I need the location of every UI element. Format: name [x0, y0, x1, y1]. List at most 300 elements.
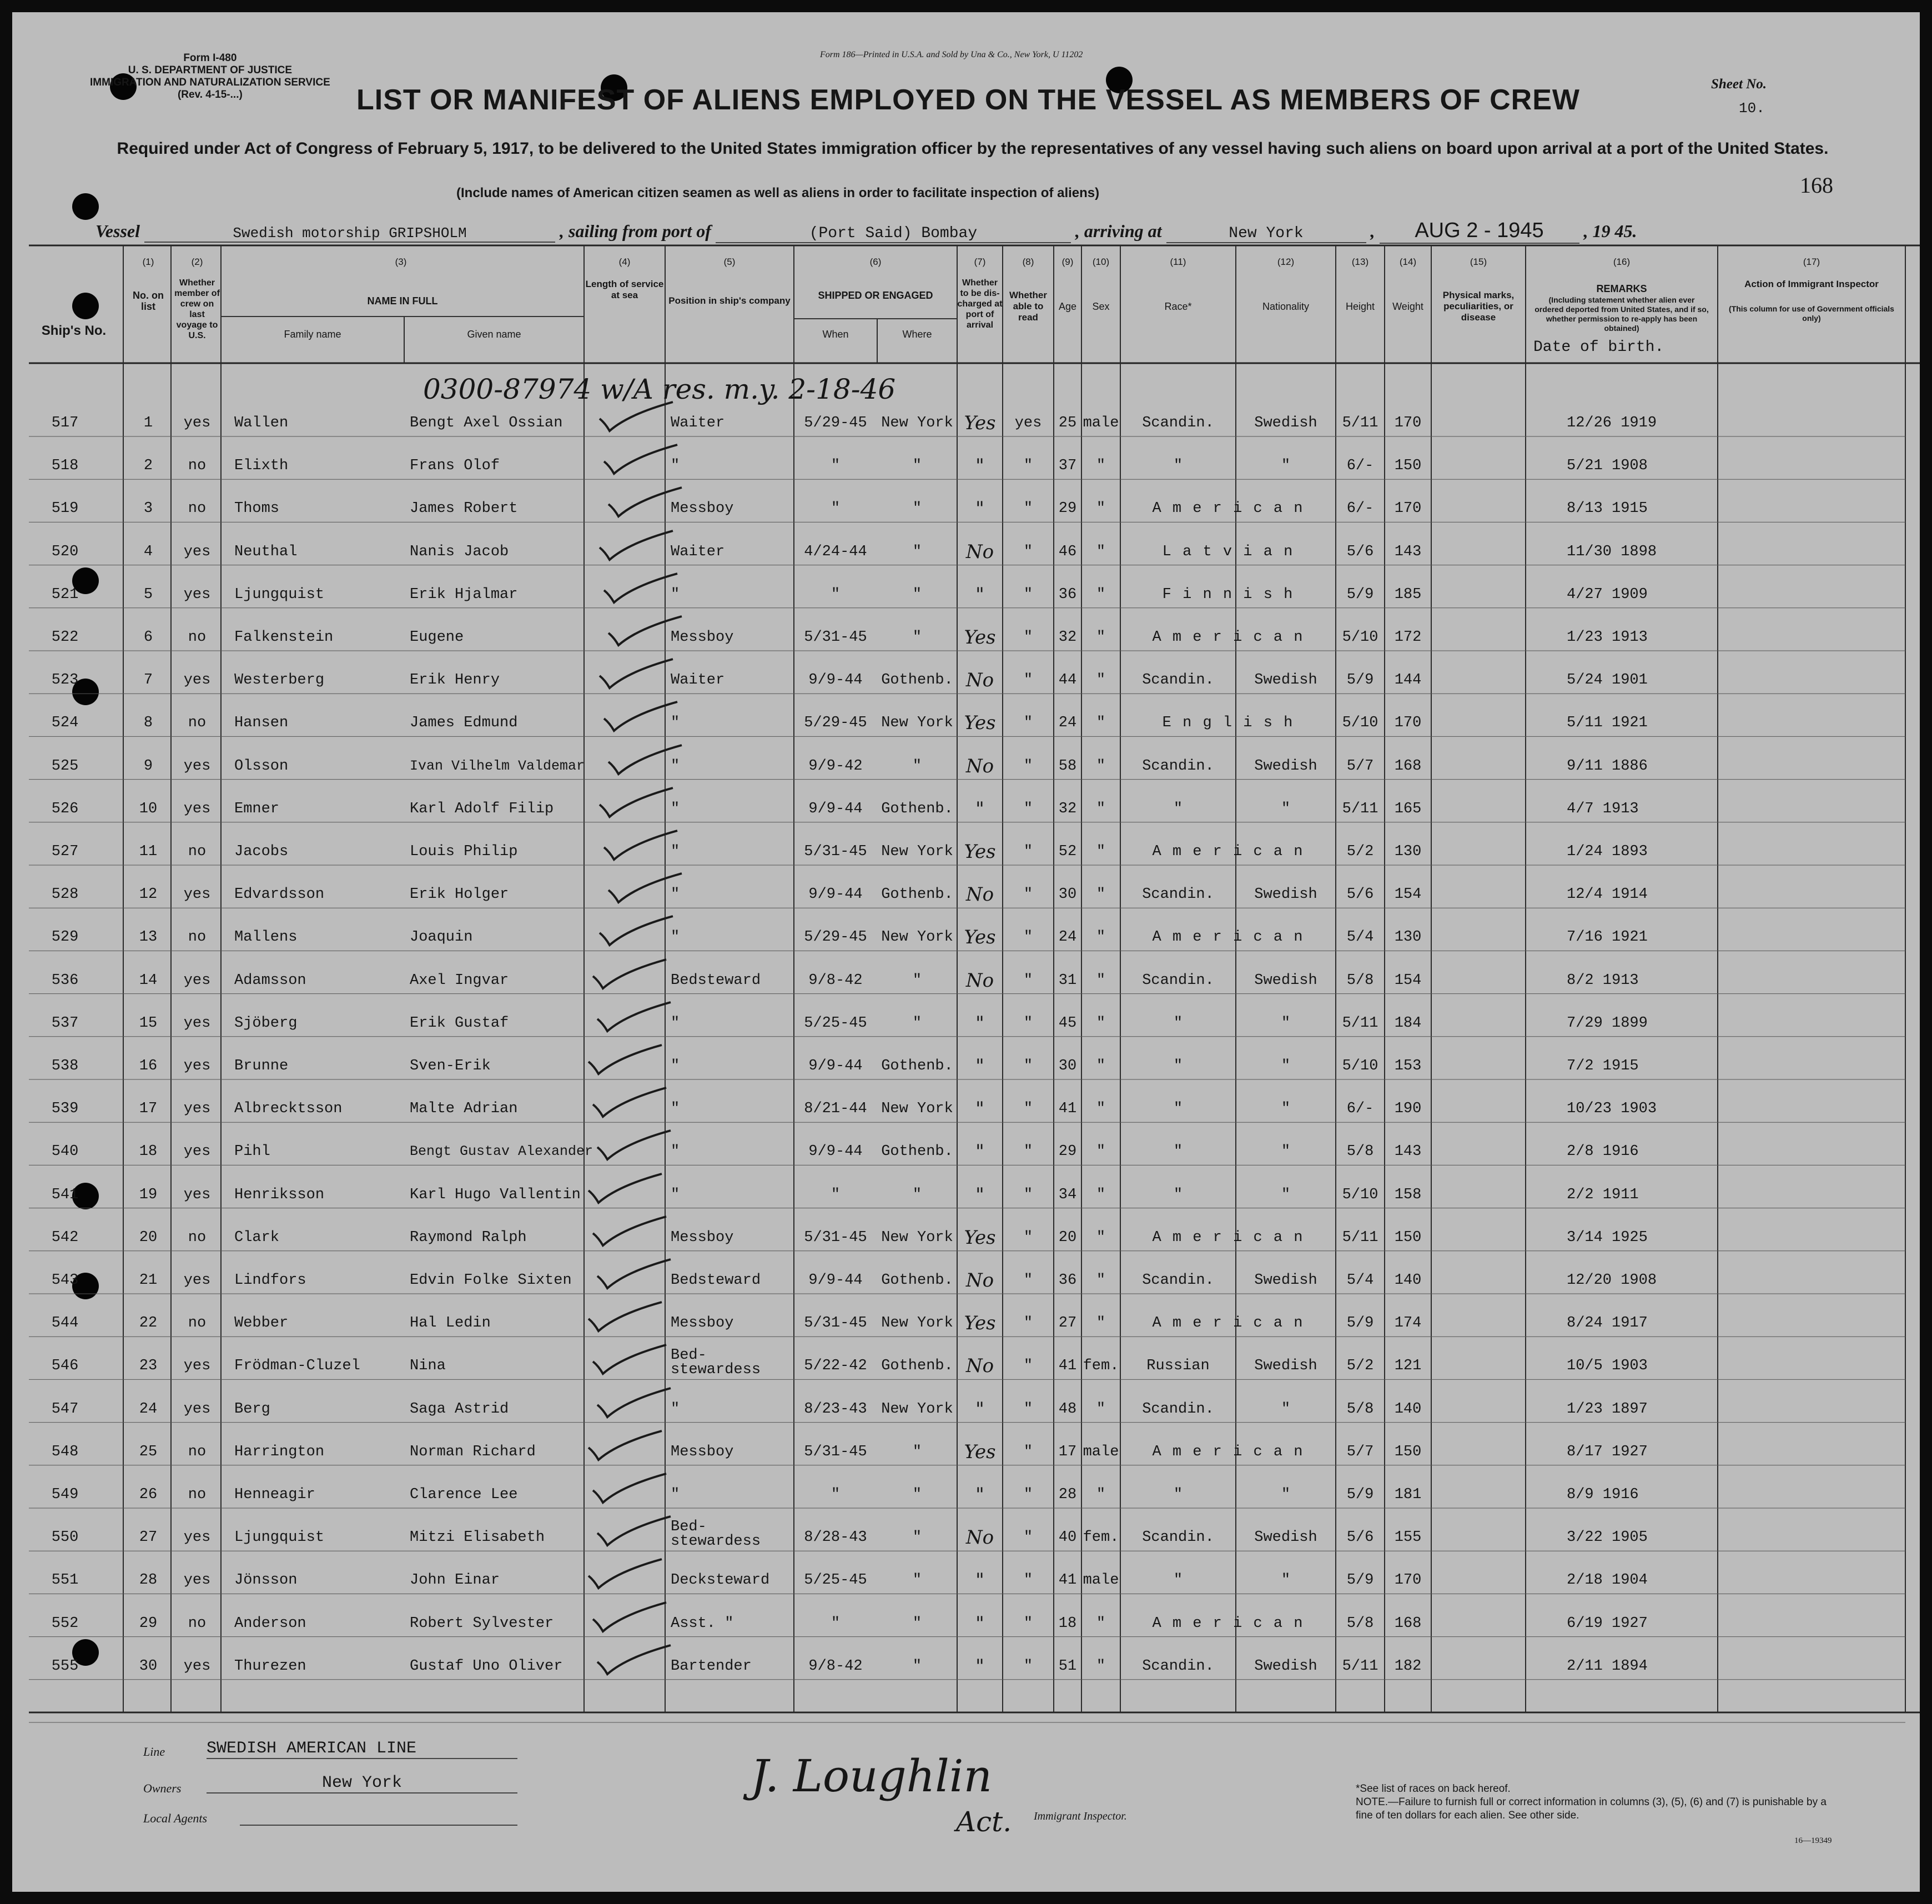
- cell-list-no: 5: [143, 586, 153, 603]
- cell-race: Russian: [1146, 1358, 1210, 1375]
- cell-ship-no: 549: [51, 1486, 79, 1503]
- cell-list-no: 3: [143, 500, 153, 518]
- cell-height: 5/9: [1346, 672, 1374, 689]
- checkmark-icon: [604, 484, 687, 523]
- header-nationality: Nationality: [1262, 301, 1310, 312]
- form-identifier: [90, 52, 330, 101]
- cell-nationality: ": [1281, 1101, 1291, 1118]
- cell-read: ": [1023, 1657, 1033, 1675]
- header-length-service: Length of service at sea: [585, 279, 664, 300]
- cell-nationality: Swedish: [1254, 1272, 1317, 1289]
- cell-family-name: Clark: [234, 1229, 280, 1246]
- cell-list-no: 23: [139, 1358, 158, 1375]
- cell-height: 6/-: [1346, 458, 1374, 475]
- cell-when: 8/28-43: [804, 1529, 867, 1546]
- cell-member: yes: [183, 1014, 211, 1032]
- cell-position: ": [671, 800, 680, 817]
- checkmark-icon: [593, 1385, 676, 1424]
- cell-position: Asst. ": [671, 1615, 734, 1632]
- cell-where: New York: [881, 1400, 953, 1418]
- cell-member: no: [188, 458, 207, 475]
- include-note: (Include names of American citizen seamen as well as aliens in order to facilitate inspection of aliens): [456, 185, 1100, 200]
- checkmark-icon: [600, 699, 683, 737]
- cell-discharged: No: [965, 540, 994, 563]
- cell-race: Scandin.: [1142, 415, 1214, 431]
- checkmark-icon: [600, 570, 683, 609]
- cell-height: 5/9: [1346, 1315, 1374, 1332]
- cell-position: ": [671, 586, 680, 603]
- cell-height: 5/8: [1346, 972, 1374, 989]
- cell-read: ": [1023, 1529, 1033, 1546]
- cell-height: 5/2: [1346, 843, 1374, 860]
- cell-date-of-birth: 4/27 1909: [1567, 586, 1648, 603]
- cell-read: ": [1023, 1229, 1033, 1246]
- cell-read: ": [1023, 1186, 1033, 1203]
- cell-list-no: 8: [143, 715, 153, 732]
- cell-sex: ": [1096, 1657, 1106, 1675]
- cell-ship-no: 522: [51, 629, 79, 646]
- cell-height: 5/11: [1342, 1229, 1378, 1246]
- line-label: Line: [143, 1745, 165, 1759]
- cell-nationality: Swedish: [1254, 972, 1317, 989]
- cell-where: New York: [881, 929, 953, 946]
- cell-weight: 155: [1394, 1529, 1422, 1546]
- cell-list-no: 4: [143, 543, 153, 560]
- cell-family-name: Wallen: [234, 415, 289, 431]
- cell-date-of-birth: 8/24 1917: [1567, 1315, 1648, 1332]
- cell-position: Waiter: [671, 543, 725, 560]
- header-weight: Weight: [1392, 301, 1423, 312]
- header-remarks-sub: (Including statement whether alien ever ordered deported from United States, and if so, whether permission to re-apply has been obtained): [1534, 295, 1709, 333]
- checkmark-icon: [595, 656, 678, 695]
- cell-race: ": [1173, 1572, 1183, 1589]
- cell-position: ": [671, 886, 680, 903]
- cell-race: A m e r i c a n: [1152, 1229, 1304, 1246]
- cell-race: A m e r i c a n: [1152, 500, 1304, 518]
- cell-discharged: No: [965, 669, 994, 692]
- cell-ship-no: 517: [51, 415, 79, 431]
- cell-given-name: James Robert: [410, 500, 518, 518]
- cell-discharged: ": [975, 1055, 984, 1077]
- cell-position: Waiter: [671, 415, 725, 431]
- cell-position: Bartender: [671, 1657, 752, 1675]
- checkmark-icon: [588, 1470, 672, 1509]
- cell-weight: 170: [1394, 715, 1422, 732]
- cell-given-name: Joaquin: [410, 929, 473, 946]
- cell-position: Messboy: [671, 500, 734, 518]
- cell-given-name: Nanis Jacob: [410, 543, 509, 560]
- cell-ship-no: 539: [51, 1101, 79, 1118]
- cell-discharged: No: [965, 883, 994, 906]
- cell-family-name: Hansen: [234, 715, 289, 732]
- cell-age: 17: [1058, 1443, 1077, 1460]
- cell-ship-no: 541: [51, 1186, 79, 1203]
- cell-member: yes: [183, 1186, 211, 1203]
- cell-ship-no: 546: [51, 1358, 79, 1375]
- cell-sex: ": [1096, 1143, 1106, 1161]
- cell-read: ": [1023, 757, 1033, 775]
- cell-sex: ": [1096, 886, 1106, 903]
- cell-nationality: [1236, 926, 1336, 948]
- colnum-12: (12): [1277, 257, 1295, 267]
- cell-read: ": [1023, 500, 1033, 518]
- cell-given-name: Bengt Axel Ossian: [410, 415, 563, 431]
- cell-nationality: [1236, 584, 1336, 606]
- cell-where: ": [912, 972, 922, 989]
- cell-family-name: Thoms: [234, 500, 280, 518]
- header-where: Where: [902, 329, 932, 340]
- checkmark-icon: [584, 1170, 667, 1209]
- cell-sex: ": [1096, 972, 1106, 989]
- cell-ship-no: 527: [51, 843, 79, 860]
- cell-sex: ": [1096, 929, 1106, 946]
- cell-race: A m e r i c a n: [1152, 1615, 1304, 1632]
- cell-position: ": [671, 715, 680, 732]
- cell-given-name: Erik Hjalmar: [410, 586, 518, 603]
- cell-read: ": [1023, 1486, 1033, 1503]
- cell-given-name: Karl Hugo Vallentin: [410, 1186, 581, 1203]
- handwritten-annotation: 0300-87974 w/A res. m.y. 2-18-46: [423, 373, 896, 405]
- cell-ship-no: 520: [51, 543, 79, 560]
- cell-date-of-birth: 2/8 1916: [1567, 1143, 1639, 1161]
- cell-height: 5/4: [1346, 1272, 1374, 1289]
- cell-position: ": [671, 1014, 680, 1032]
- cell-family-name: Jacobs: [234, 843, 289, 860]
- cell-read: ": [1023, 715, 1033, 732]
- cell-read: ": [1023, 1400, 1033, 1418]
- punch-hole: [72, 293, 99, 319]
- cell-discharged: No: [965, 1269, 994, 1292]
- cell-nationality: ": [1281, 1143, 1291, 1161]
- checkmark-icon: [593, 1642, 676, 1681]
- header-shipped: SHIPPED OR ENGAGED: [818, 290, 933, 301]
- cell-where: Gothenb.: [881, 1358, 953, 1375]
- sailing-port: (Port Said) Bombay: [716, 225, 1071, 243]
- cell-date-of-birth: 5/11 1921: [1567, 715, 1648, 732]
- cell-when: 8/23-43: [804, 1400, 867, 1418]
- vessel-line: Vessel Swedish motorship GRIPSHOLM , sailing from port of (Port Said) Bombay , arriving at New York , AUG 2 - 1945 , 19 45.: [95, 219, 1637, 244]
- cell-member: yes: [183, 972, 211, 989]
- cell-where: ": [912, 757, 922, 775]
- cell-age: 51: [1058, 1657, 1077, 1675]
- colnum-4: (4): [618, 257, 631, 267]
- cell-position: ": [671, 1486, 680, 1503]
- cell-height: 5/4: [1346, 929, 1374, 946]
- cell-given-name: Edvin Folke Sixten: [410, 1272, 572, 1289]
- line-value: SWEDISH AMERICAN LINE: [207, 1739, 517, 1759]
- cell-race: Scandin.: [1142, 972, 1214, 989]
- cell-member: yes: [183, 543, 211, 560]
- checkmark-icon: [588, 956, 672, 995]
- cell-race: L a t v i a n: [1162, 543, 1294, 560]
- cell-family-name: Ljungquist: [234, 586, 325, 603]
- cell-position: Bedsteward: [671, 972, 761, 989]
- cell-weight: 168: [1394, 1615, 1422, 1632]
- colnum-3: (3): [395, 257, 407, 267]
- header-height: Height: [1345, 301, 1375, 312]
- cell-given-name: Erik Henry: [410, 672, 500, 689]
- cell-when: ": [831, 586, 841, 603]
- cell-sex: fem.: [1083, 1529, 1119, 1546]
- cell-race: ": [1173, 1058, 1183, 1074]
- cell-member: yes: [183, 586, 211, 603]
- cell-given-name: Nina: [410, 1358, 446, 1375]
- cell-nationality: [1236, 1441, 1336, 1463]
- year-label: , 19 45.: [1583, 221, 1637, 241]
- cell-date-of-birth: 7/2 1915: [1567, 1058, 1639, 1074]
- colnum-14: (14): [1399, 257, 1417, 267]
- cell-weight: 150: [1394, 458, 1422, 475]
- cell-position: Decksteward: [671, 1572, 770, 1589]
- cell-discharged: ": [975, 1183, 984, 1206]
- cell-when: ": [831, 1486, 841, 1503]
- cell-when: 5/31-45: [804, 843, 867, 860]
- cell-weight: 168: [1394, 757, 1422, 775]
- cell-list-no: 17: [139, 1101, 158, 1118]
- cell-read: ": [1023, 1572, 1033, 1589]
- checkmark-icon: [584, 1042, 667, 1081]
- cell-family-name: Henneagir: [234, 1486, 315, 1503]
- local-agents-line: [240, 1823, 517, 1826]
- cell-nationality: [1236, 626, 1336, 649]
- cell-sex: ": [1096, 1014, 1106, 1032]
- cell-member: yes: [183, 1143, 211, 1161]
- manifest-sheet: [12, 12, 1920, 1892]
- cell-position: Messboy: [671, 1229, 734, 1246]
- cell-discharged: ": [975, 583, 984, 606]
- cell-member: no: [188, 1615, 207, 1632]
- cell-member: yes: [183, 1529, 211, 1546]
- cell-height: 6/-: [1346, 500, 1374, 518]
- cell-discharged: Yes: [964, 412, 996, 434]
- cell-ship-no: 526: [51, 800, 79, 817]
- service: IMMIGRATION AND NATURALIZATION SERVICE: [90, 77, 330, 88]
- cell-race: ": [1173, 1014, 1183, 1032]
- cell-discharged: Yes: [964, 926, 996, 949]
- cell-weight: 165: [1394, 800, 1422, 817]
- checkmark-icon: [600, 441, 683, 480]
- sailing-label: , sailing from port of: [560, 221, 711, 241]
- cell-read: ": [1023, 972, 1033, 989]
- cell-height: 5/11: [1342, 1014, 1378, 1032]
- cell-where: Gothenb.: [881, 800, 953, 817]
- cell-list-no: 12: [139, 886, 158, 903]
- checkmark-icon: [588, 1599, 672, 1638]
- cell-nationality: ": [1281, 1014, 1291, 1032]
- cell-sex: male: [1083, 415, 1119, 431]
- cell-discharged: ": [975, 1484, 984, 1506]
- cell-given-name: Axel Ingvar: [410, 972, 509, 989]
- cell-where: Gothenb.: [881, 1272, 953, 1289]
- cell-position: ": [671, 757, 680, 775]
- cell-ship-no: 540: [51, 1143, 79, 1161]
- cell-given-name: Karl Adolf Filip: [410, 800, 554, 817]
- cell-race: ": [1173, 458, 1183, 475]
- cell-member: no: [188, 1486, 207, 1503]
- cell-read: ": [1023, 1443, 1033, 1460]
- cell-discharged: No: [965, 755, 994, 777]
- cell-race: Scandin.: [1142, 1400, 1214, 1418]
- cell-read: ": [1023, 800, 1033, 817]
- cell-ship-no: 538: [51, 1058, 79, 1074]
- cell-position: ": [671, 1186, 680, 1203]
- cell-member: no: [188, 629, 207, 646]
- cell-date-of-birth: 2/2 1911: [1567, 1186, 1639, 1203]
- cell-age: 41: [1058, 1101, 1077, 1118]
- cell-nationality: Swedish: [1254, 672, 1317, 689]
- cell-position: ": [671, 929, 680, 946]
- arriving-port: New York: [1166, 225, 1366, 243]
- cell-race: ": [1173, 1101, 1183, 1118]
- cell-race: A m e r i c a n: [1152, 1315, 1304, 1332]
- cell-read: ": [1023, 1058, 1033, 1074]
- checkmark-icon: [593, 1127, 676, 1166]
- cell-family-name: Berg: [234, 1400, 270, 1418]
- cell-family-name: Pihl: [234, 1143, 270, 1161]
- cell-read: ": [1023, 1014, 1033, 1032]
- cell-where: Gothenb.: [881, 672, 953, 689]
- cell-height: 5/6: [1346, 1529, 1374, 1546]
- cell-read: ": [1023, 1315, 1033, 1332]
- cell-sex: male: [1083, 1443, 1119, 1460]
- cell-ship-no: 544: [51, 1315, 79, 1332]
- cell-ship-no: 521: [51, 586, 79, 603]
- cell-when: 5/31-45: [804, 629, 867, 646]
- header-remarks: REMARKS: [1596, 283, 1647, 294]
- colnum-1: (1): [142, 257, 154, 267]
- cell-given-name: Malte Adrian: [410, 1101, 518, 1118]
- cell-position: ": [671, 1143, 680, 1161]
- cell-where: ": [912, 629, 922, 646]
- cell-family-name: Olsson: [234, 757, 289, 775]
- cell-sex: ": [1096, 1229, 1106, 1246]
- cell-member: yes: [183, 886, 211, 903]
- checkmark-icon: [595, 913, 678, 952]
- cell-when: 8/21-44: [804, 1101, 867, 1118]
- cell-age: 46: [1058, 543, 1077, 560]
- cell-list-no: 20: [139, 1229, 158, 1246]
- cell-discharged: Yes: [964, 1312, 996, 1335]
- cell-list-no: 27: [139, 1529, 158, 1546]
- cell-sex: ": [1096, 757, 1106, 775]
- cell-age: 27: [1058, 1315, 1077, 1332]
- cell-date-of-birth: 3/14 1925: [1567, 1229, 1648, 1246]
- header-date-of-birth: Date of birth.: [1533, 339, 1664, 356]
- cell-ship-no: 551: [51, 1572, 79, 1589]
- cell-sex: ": [1096, 629, 1106, 646]
- cell-when: 9/9-44: [808, 800, 863, 817]
- cell-sex: ": [1096, 672, 1106, 689]
- cell-position: ": [671, 1058, 680, 1074]
- vessel-name: Swedish motorship GRIPSHOLM: [144, 225, 555, 243]
- cell-discharged: ": [975, 455, 984, 478]
- cell-list-no: 1: [143, 415, 153, 431]
- form-code: 16—19349: [1794, 1836, 1832, 1845]
- cell-read: ": [1023, 886, 1033, 903]
- cell-height: 5/7: [1346, 757, 1374, 775]
- cell-read: ": [1023, 1615, 1033, 1632]
- cell-date-of-birth: 8/13 1915: [1567, 500, 1648, 518]
- cell-date-of-birth: 10/5 1903: [1567, 1358, 1648, 1375]
- cell-race: ": [1173, 1486, 1183, 1503]
- cell-read: ": [1023, 543, 1033, 560]
- cell-where: ": [912, 1486, 922, 1503]
- header-position: Position in ship's company: [668, 295, 791, 306]
- cell-weight: 174: [1394, 1315, 1422, 1332]
- cell-discharged: Yes: [964, 712, 996, 735]
- cell-age: 25: [1058, 415, 1077, 431]
- cell-age: 32: [1058, 800, 1077, 817]
- page-title: LIST OR MANIFEST OF ALIENS EMPLOYED ON THE VESSEL AS MEMBERS OF CREW: [356, 84, 1580, 116]
- cell-age: 31: [1058, 972, 1077, 989]
- cell-race: Scandin.: [1142, 1272, 1214, 1289]
- cell-position: Messboy: [671, 1315, 734, 1332]
- cell-discharged: ": [975, 1655, 984, 1677]
- cell-nationality: Swedish: [1254, 1657, 1317, 1675]
- cell-weight: 158: [1394, 1186, 1422, 1203]
- cell-weight: 172: [1394, 629, 1422, 646]
- cell-where: ": [912, 1529, 922, 1546]
- header-whether-member: Whether member of crew on last voyage to U.S.: [174, 278, 220, 340]
- cell-nationality: Swedish: [1254, 757, 1317, 775]
- cell-member: no: [188, 929, 207, 946]
- cell-given-name: Sven-Erik: [410, 1058, 491, 1074]
- footnote-races: *See list of races on back hereof.: [1356, 1783, 1511, 1795]
- cell-weight: 140: [1394, 1272, 1422, 1289]
- cell-where: New York: [881, 1229, 953, 1246]
- checkmark-icon: [584, 1556, 667, 1595]
- cell-list-no: 25: [139, 1443, 158, 1460]
- cell-member: no: [188, 1229, 207, 1246]
- cell-discharged: ": [975, 1612, 984, 1635]
- cell-race: A m e r i c a n: [1152, 929, 1304, 946]
- checkmark-icon: [595, 528, 678, 566]
- cell-family-name: Emner: [234, 800, 280, 817]
- cell-nationality: ": [1281, 1572, 1291, 1589]
- cell-ship-no: 550: [51, 1529, 79, 1546]
- cell-sex: ": [1096, 1400, 1106, 1418]
- cell-weight: 153: [1394, 1058, 1422, 1074]
- cell-weight: 150: [1394, 1443, 1422, 1460]
- cell-discharged: ": [975, 1141, 984, 1163]
- cell-weight: 143: [1394, 1143, 1422, 1161]
- cell-list-no: 28: [139, 1572, 158, 1589]
- cell-discharged: Yes: [964, 1226, 996, 1249]
- header-physical: Physical marks, peculiarities, or disease: [1442, 290, 1515, 323]
- cell-given-name: Erik Gustaf: [410, 1014, 509, 1032]
- cell-position: Messboy: [671, 629, 734, 646]
- cell-height: 5/10: [1342, 715, 1378, 732]
- cell-nationality: [1236, 841, 1336, 863]
- cell-where: ": [912, 1615, 922, 1632]
- cell-weight: 170: [1394, 415, 1422, 431]
- cell-family-name: Jönsson: [234, 1572, 298, 1589]
- cell-family-name: Webber: [234, 1315, 289, 1332]
- cell-when: 4/24-44: [804, 543, 867, 560]
- checkmark-icon: [593, 1256, 676, 1295]
- cell-race: A m e r i c a n: [1152, 843, 1304, 860]
- cell-given-name: Gustaf Uno Oliver: [410, 1657, 563, 1675]
- cell-sex: ": [1096, 800, 1106, 817]
- printer-line: Form 186—Printed in U.S.A. and Sold by Una & Co., New York, U 11202: [820, 50, 1083, 59]
- vessel-label: Vessel: [95, 221, 140, 241]
- arrival-date-stamp: AUG 2 - 1945: [1380, 219, 1579, 244]
- cell-read: ": [1023, 672, 1033, 689]
- cell-member: no: [188, 715, 207, 732]
- cell-age: 41: [1058, 1358, 1077, 1375]
- cell-age: 37: [1058, 458, 1077, 475]
- cell-sex: ": [1096, 1058, 1106, 1074]
